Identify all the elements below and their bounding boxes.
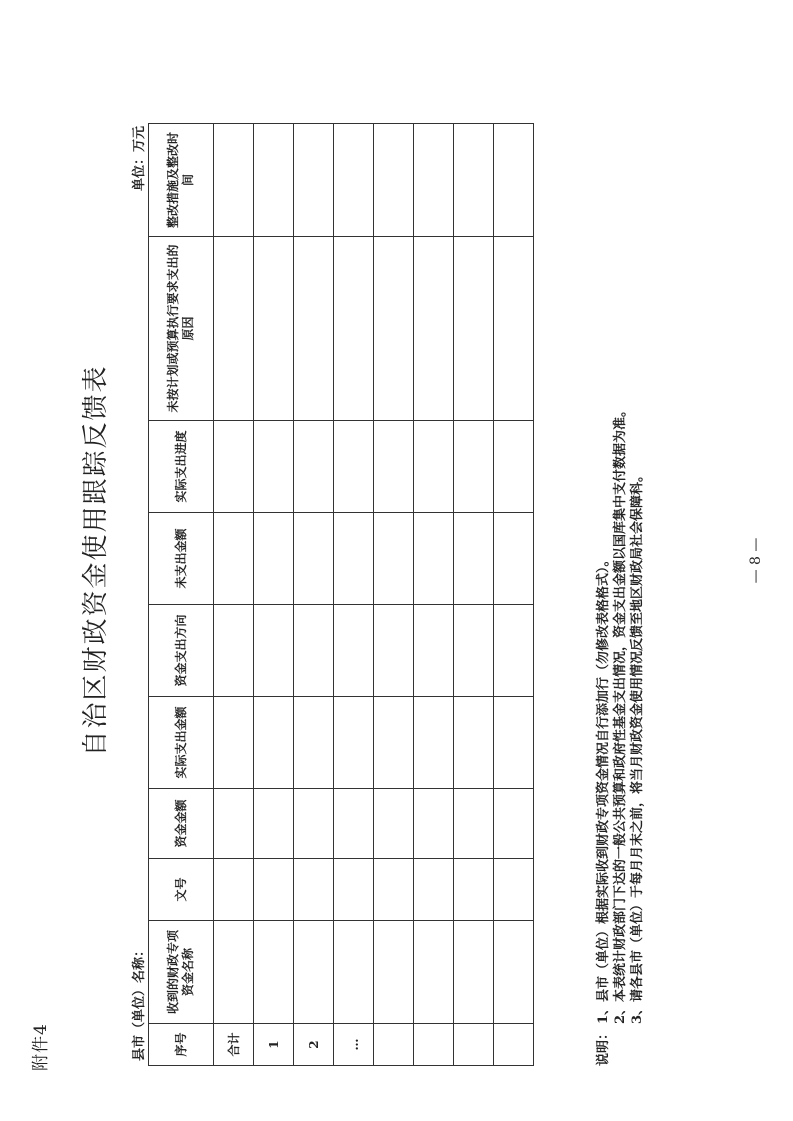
table-cell: [254, 859, 294, 921]
table-cell: [254, 124, 294, 237]
table-cell: [294, 697, 334, 789]
table-cell: [454, 789, 494, 859]
table-cell: [334, 513, 374, 605]
table-cell: [494, 921, 534, 1024]
table-row: [414, 124, 454, 1066]
table-cell: [494, 697, 534, 789]
table-cell: [214, 605, 254, 697]
table-cell: [494, 421, 534, 513]
table-row: [374, 124, 414, 1066]
page-title: 自治区财政资金使用跟踪反馈表: [81, 364, 111, 757]
table-cell: [454, 697, 494, 789]
table-cell: [334, 789, 374, 859]
table-cell: [374, 513, 414, 605]
table-cell: [334, 921, 374, 1024]
table-cell: 合计: [214, 1024, 254, 1066]
table-cell: [214, 697, 254, 789]
table-cell: [294, 513, 334, 605]
table-cell: [494, 859, 534, 921]
table-cell: [294, 859, 334, 921]
table-cell: [294, 605, 334, 697]
table-cell: [214, 921, 254, 1024]
column-header: 资金金额: [149, 789, 214, 859]
table-cell: [414, 859, 454, 921]
table-cell: [454, 237, 494, 421]
table-cell: …: [334, 1024, 374, 1066]
column-header: 序号: [149, 1024, 214, 1066]
table-cell: [254, 921, 294, 1024]
column-header: 实际支出进度: [149, 421, 214, 513]
table-cell: [494, 789, 534, 859]
table-cell: [254, 605, 294, 697]
notes: [595, 404, 646, 1066]
table-cell: [334, 237, 374, 421]
table-cell: [374, 421, 414, 513]
table-cell: [494, 124, 534, 237]
table-cell: [414, 697, 454, 789]
table-cell: [414, 789, 454, 859]
table-cell: [374, 237, 414, 421]
table-cell: [214, 859, 254, 921]
column-header: 未支出金额: [149, 513, 214, 605]
table-cell: [454, 124, 494, 237]
tracking-table: [148, 123, 534, 1066]
note-item: 1、县市（单位）根据实际收到财政专项资金情况自行添加行（勿修改表格格式）。: [596, 553, 611, 1024]
table-cell: [214, 513, 254, 605]
table-row: [214, 124, 254, 1066]
page-number: — 8 —: [748, 537, 764, 584]
column-header: 整改措施及整改时间: [149, 124, 214, 237]
note-item: 3、请各县市（单位）于每月月末之前，将当月财政资金使用情况反馈至地区财政局社会保障科。: [630, 468, 645, 1024]
table-cell: [374, 124, 414, 237]
table-cell: [414, 1024, 454, 1066]
table-cell: [374, 921, 414, 1024]
table-cell: [414, 124, 454, 237]
table-cell: [454, 421, 494, 513]
table-row: [454, 124, 494, 1066]
county-name-label: 县市（单位）名称：: [132, 943, 147, 1061]
table-cell: [214, 124, 254, 237]
table-cell: [254, 697, 294, 789]
table-cell: [254, 513, 294, 605]
table-cell: [414, 513, 454, 605]
table-row: [294, 124, 334, 1066]
column-header: 文号: [149, 859, 214, 921]
table-cell: [254, 237, 294, 421]
table-cell: [494, 1024, 534, 1066]
table-cell: [494, 237, 534, 421]
table-cell: [494, 513, 534, 605]
table-row: [494, 124, 534, 1066]
column-header: 收到的财政专项资金名称: [149, 921, 214, 1024]
table-cell: [454, 605, 494, 697]
note-item: 2、本表统计财政部门下达的一般公共预算和政府性基金支出情况，资金支出金额以国库集中支付数据为准。: [613, 403, 628, 1024]
table-cell: [374, 1024, 414, 1066]
attachment-label: 附件4: [31, 1023, 51, 1071]
table-cell: [454, 1024, 494, 1066]
table-cell: 2: [294, 1024, 334, 1066]
table-cell: 1: [254, 1024, 294, 1066]
table-cell: [334, 421, 374, 513]
unit-label: 单位：万元: [132, 125, 147, 191]
table-cell: [414, 421, 454, 513]
table-cell: [294, 124, 334, 237]
table-cell: [414, 237, 454, 421]
table-cell: [454, 921, 494, 1024]
table-cell: [294, 921, 334, 1024]
column-header: 资金支出方向: [149, 605, 214, 697]
column-header: 实际支出金额: [149, 697, 214, 789]
table-cell: [414, 605, 454, 697]
table-header-row: [149, 124, 214, 1066]
table-cell: [214, 789, 254, 859]
table-row: [334, 124, 374, 1066]
table-cell: [374, 789, 414, 859]
table-cell: [294, 237, 334, 421]
table-cell: [374, 697, 414, 789]
table-cell: [334, 697, 374, 789]
table-cell: [294, 421, 334, 513]
table-cell: [254, 421, 294, 513]
table-cell: [494, 605, 534, 697]
table-cell: [214, 421, 254, 513]
table-cell: [334, 605, 374, 697]
table-cell: [454, 859, 494, 921]
table-cell: [414, 921, 454, 1024]
table-cell: [294, 789, 334, 859]
table-cell: [254, 789, 294, 859]
table-cell: [374, 859, 414, 921]
table-row: [254, 124, 294, 1066]
table-cell: [334, 859, 374, 921]
table-cell: [214, 237, 254, 421]
table-cell: [374, 605, 414, 697]
table-cell: [334, 124, 374, 237]
table-cell: [454, 513, 494, 605]
column-header: 未按计划或预算执行要求支出的原因: [149, 237, 214, 421]
notes-label: 说明：: [596, 1026, 611, 1066]
